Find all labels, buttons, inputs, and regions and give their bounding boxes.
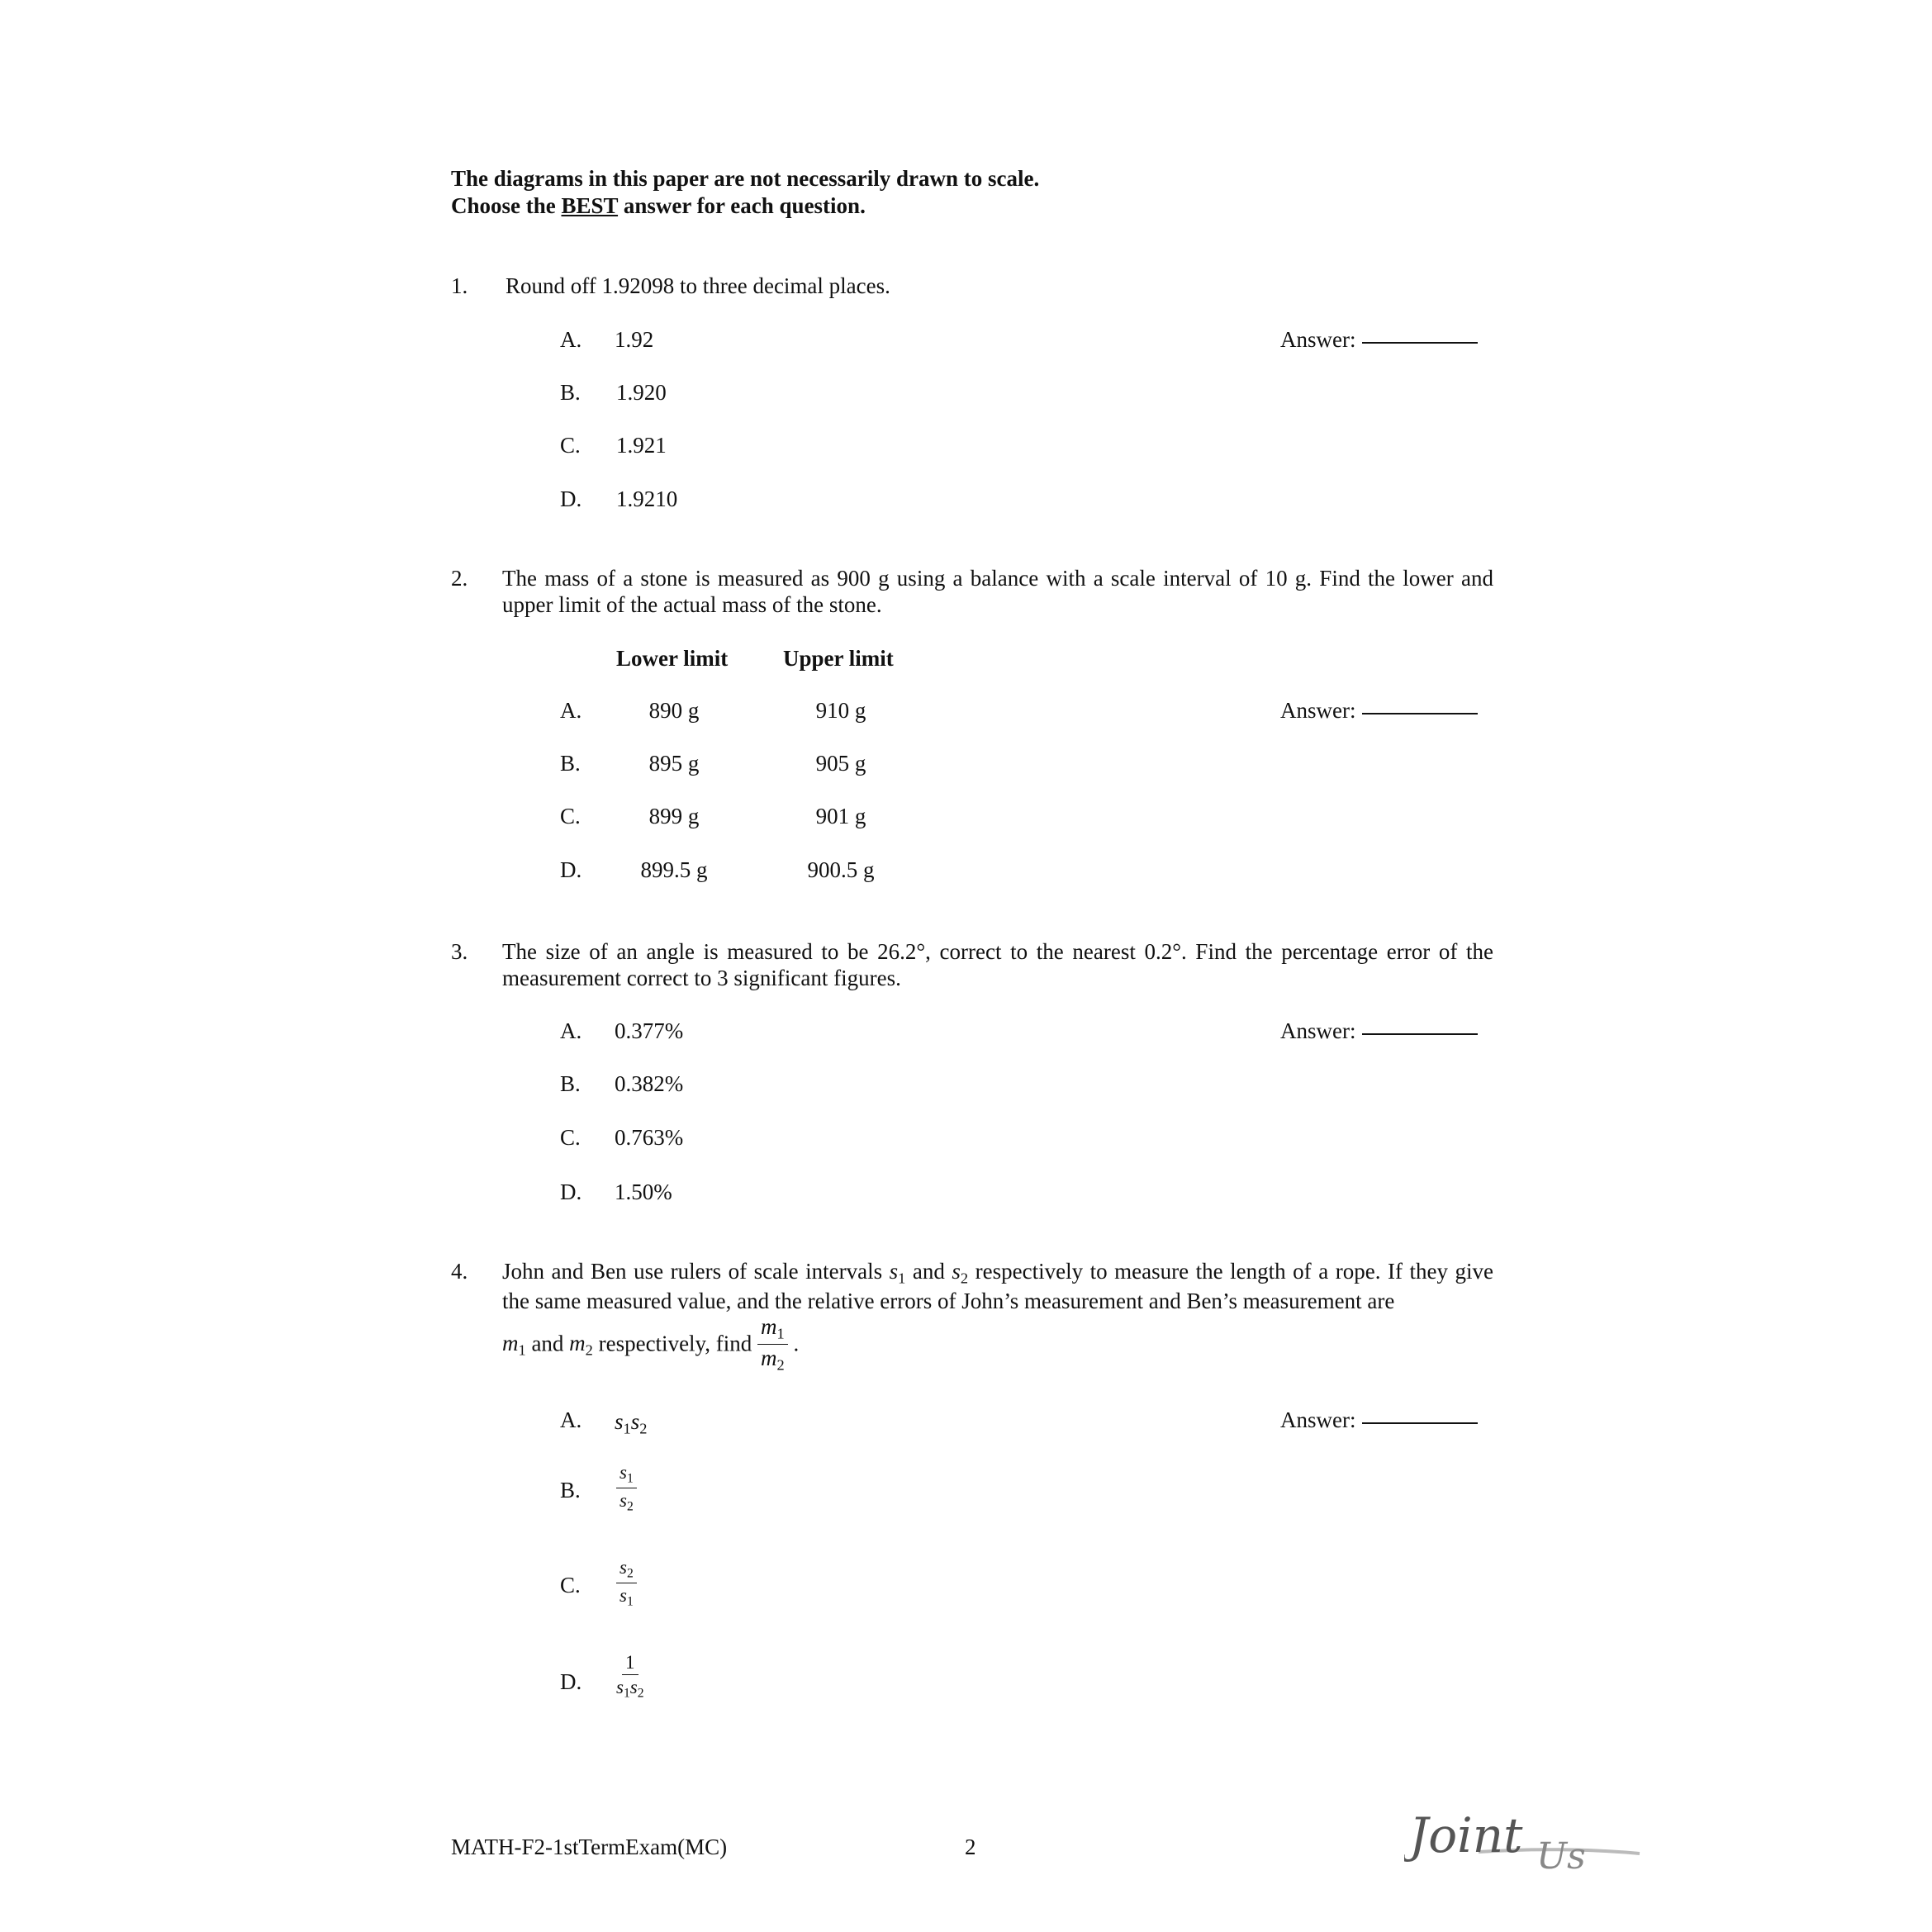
logo-text-sub: Us xyxy=(1536,1835,1586,1875)
question-text-part: John and Ben use rulers of scale intervals xyxy=(502,1259,890,1284)
option-value: 1.920 xyxy=(616,380,667,405)
option-value: 1.92 xyxy=(615,327,654,352)
instruction-emphasis: BEST xyxy=(561,193,619,218)
question-text-part: respectively to measure the length of a rope. If they give the same measured value, and the relative errors of John’s measurement and Ben’s measurement are xyxy=(502,1259,1493,1313)
logo-text-main: Joint xyxy=(1409,1807,1523,1863)
question-number: 1. xyxy=(451,273,468,298)
option-letter: D. xyxy=(560,487,582,511)
instruction-line-1: The diagrams in this paper are not necessarily drawn to scale. xyxy=(451,166,1040,191)
option-letter: B. xyxy=(560,1071,581,1096)
instruction-text: Choose the xyxy=(451,193,562,218)
option-letter: A. xyxy=(560,1407,582,1432)
instruction-text-end: answer for each question. xyxy=(618,193,866,218)
option-value: 0.382% xyxy=(615,1071,684,1096)
option-letter: C. xyxy=(560,433,581,458)
footer-exam-code: MATH-F2-1stTermExam(MC) xyxy=(451,1835,728,1859)
math-s2: $s_2$ xyxy=(952,1259,969,1287)
question-text-part: respectively, find xyxy=(592,1331,758,1356)
math-m2: $m_2$ xyxy=(569,1331,593,1359)
option-lower: 895 g xyxy=(648,751,700,776)
answer-field[interactable] xyxy=(1280,326,1478,353)
option-letter: D. xyxy=(560,1669,582,1694)
answer-field[interactable] xyxy=(1280,1018,1478,1044)
option-value: 0.763% xyxy=(615,1125,684,1150)
option-letter: C. xyxy=(560,1573,581,1597)
question-text: Round off 1.92098 to three decimal places. xyxy=(506,273,890,298)
option-upper: 901 g xyxy=(815,804,866,828)
option-letter: B. xyxy=(560,1478,581,1502)
period: . xyxy=(793,1331,800,1356)
answer-blank[interactable] xyxy=(1362,342,1478,344)
math-s1: $s_1$ xyxy=(889,1259,906,1287)
answer-blank[interactable] xyxy=(1362,1033,1478,1035)
column-header-upper: Upper limit xyxy=(783,646,894,671)
jointus-logo xyxy=(1404,1801,1644,1875)
page-number: 2 xyxy=(965,1835,976,1859)
option-letter: B. xyxy=(560,380,581,405)
option-letter: A. xyxy=(560,698,582,723)
option-value: $\frac{s_1}{s_2}$ xyxy=(616,1462,637,1514)
option-value: 1.9210 xyxy=(616,487,678,511)
option-letter: A. xyxy=(560,1018,582,1043)
instruction-line-2 xyxy=(451,192,866,219)
option-lower: 899.5 g xyxy=(640,857,708,882)
option-upper: 900.5 g xyxy=(807,857,875,882)
question-text-part: and xyxy=(905,1259,952,1284)
question-text-line-3 xyxy=(502,1314,800,1374)
math-m1: $m_1$ xyxy=(502,1331,526,1359)
option-value: 1.50% xyxy=(615,1180,672,1204)
option-lower: 890 g xyxy=(648,698,700,723)
question-text-part: and xyxy=(525,1331,570,1356)
option-upper: 905 g xyxy=(815,751,866,776)
option-letter: B. xyxy=(560,751,581,776)
option-value: 0.377% xyxy=(615,1018,684,1043)
option-value: $\frac{1}{s_1s_2}$ xyxy=(616,1652,644,1701)
option-letter: D. xyxy=(560,857,582,882)
option-lower: 899 g xyxy=(648,804,700,828)
option-value: $s_1s_2$ xyxy=(615,1409,648,1437)
option-letter: C. xyxy=(560,804,581,828)
option-upper: 910 g xyxy=(815,698,866,723)
option-value: $\frac{s_2}{s_1}$ xyxy=(616,1557,637,1609)
column-header-lower: Lower limit xyxy=(616,646,729,671)
question-text: The mass of a stone is measured as 900 g using a balance with a scale interval of 10 g. Find the lower and upper limit of the actual mass of the stone. xyxy=(502,566,1493,618)
fraction-m1-over-m2: $\frac{m_1}{m_2}$ xyxy=(757,1315,788,1373)
answer-label: Answer: xyxy=(1280,327,1356,352)
question-number: 2. xyxy=(451,566,468,591)
answer-blank[interactable] xyxy=(1362,1422,1478,1424)
option-letter: C. xyxy=(560,1125,581,1150)
question-text: The size of an angle is measured to be 26.2°, correct to the nearest 0.2°. Find the percentage error of the measurement correct to 3 significant figures. xyxy=(502,939,1493,991)
answer-label: Answer: xyxy=(1280,698,1356,723)
question-text xyxy=(502,1258,1493,1314)
option-letter: A. xyxy=(560,327,582,352)
question-number: 3. xyxy=(451,939,468,964)
answer-field[interactable] xyxy=(1280,1407,1478,1433)
option-letter: D. xyxy=(560,1180,582,1204)
answer-label: Answer: xyxy=(1280,1018,1356,1043)
option-value: 1.921 xyxy=(616,433,667,458)
answer-blank[interactable] xyxy=(1362,713,1478,714)
answer-field[interactable] xyxy=(1280,697,1478,724)
answer-label: Answer: xyxy=(1280,1407,1356,1432)
question-number: 4. xyxy=(451,1259,468,1284)
